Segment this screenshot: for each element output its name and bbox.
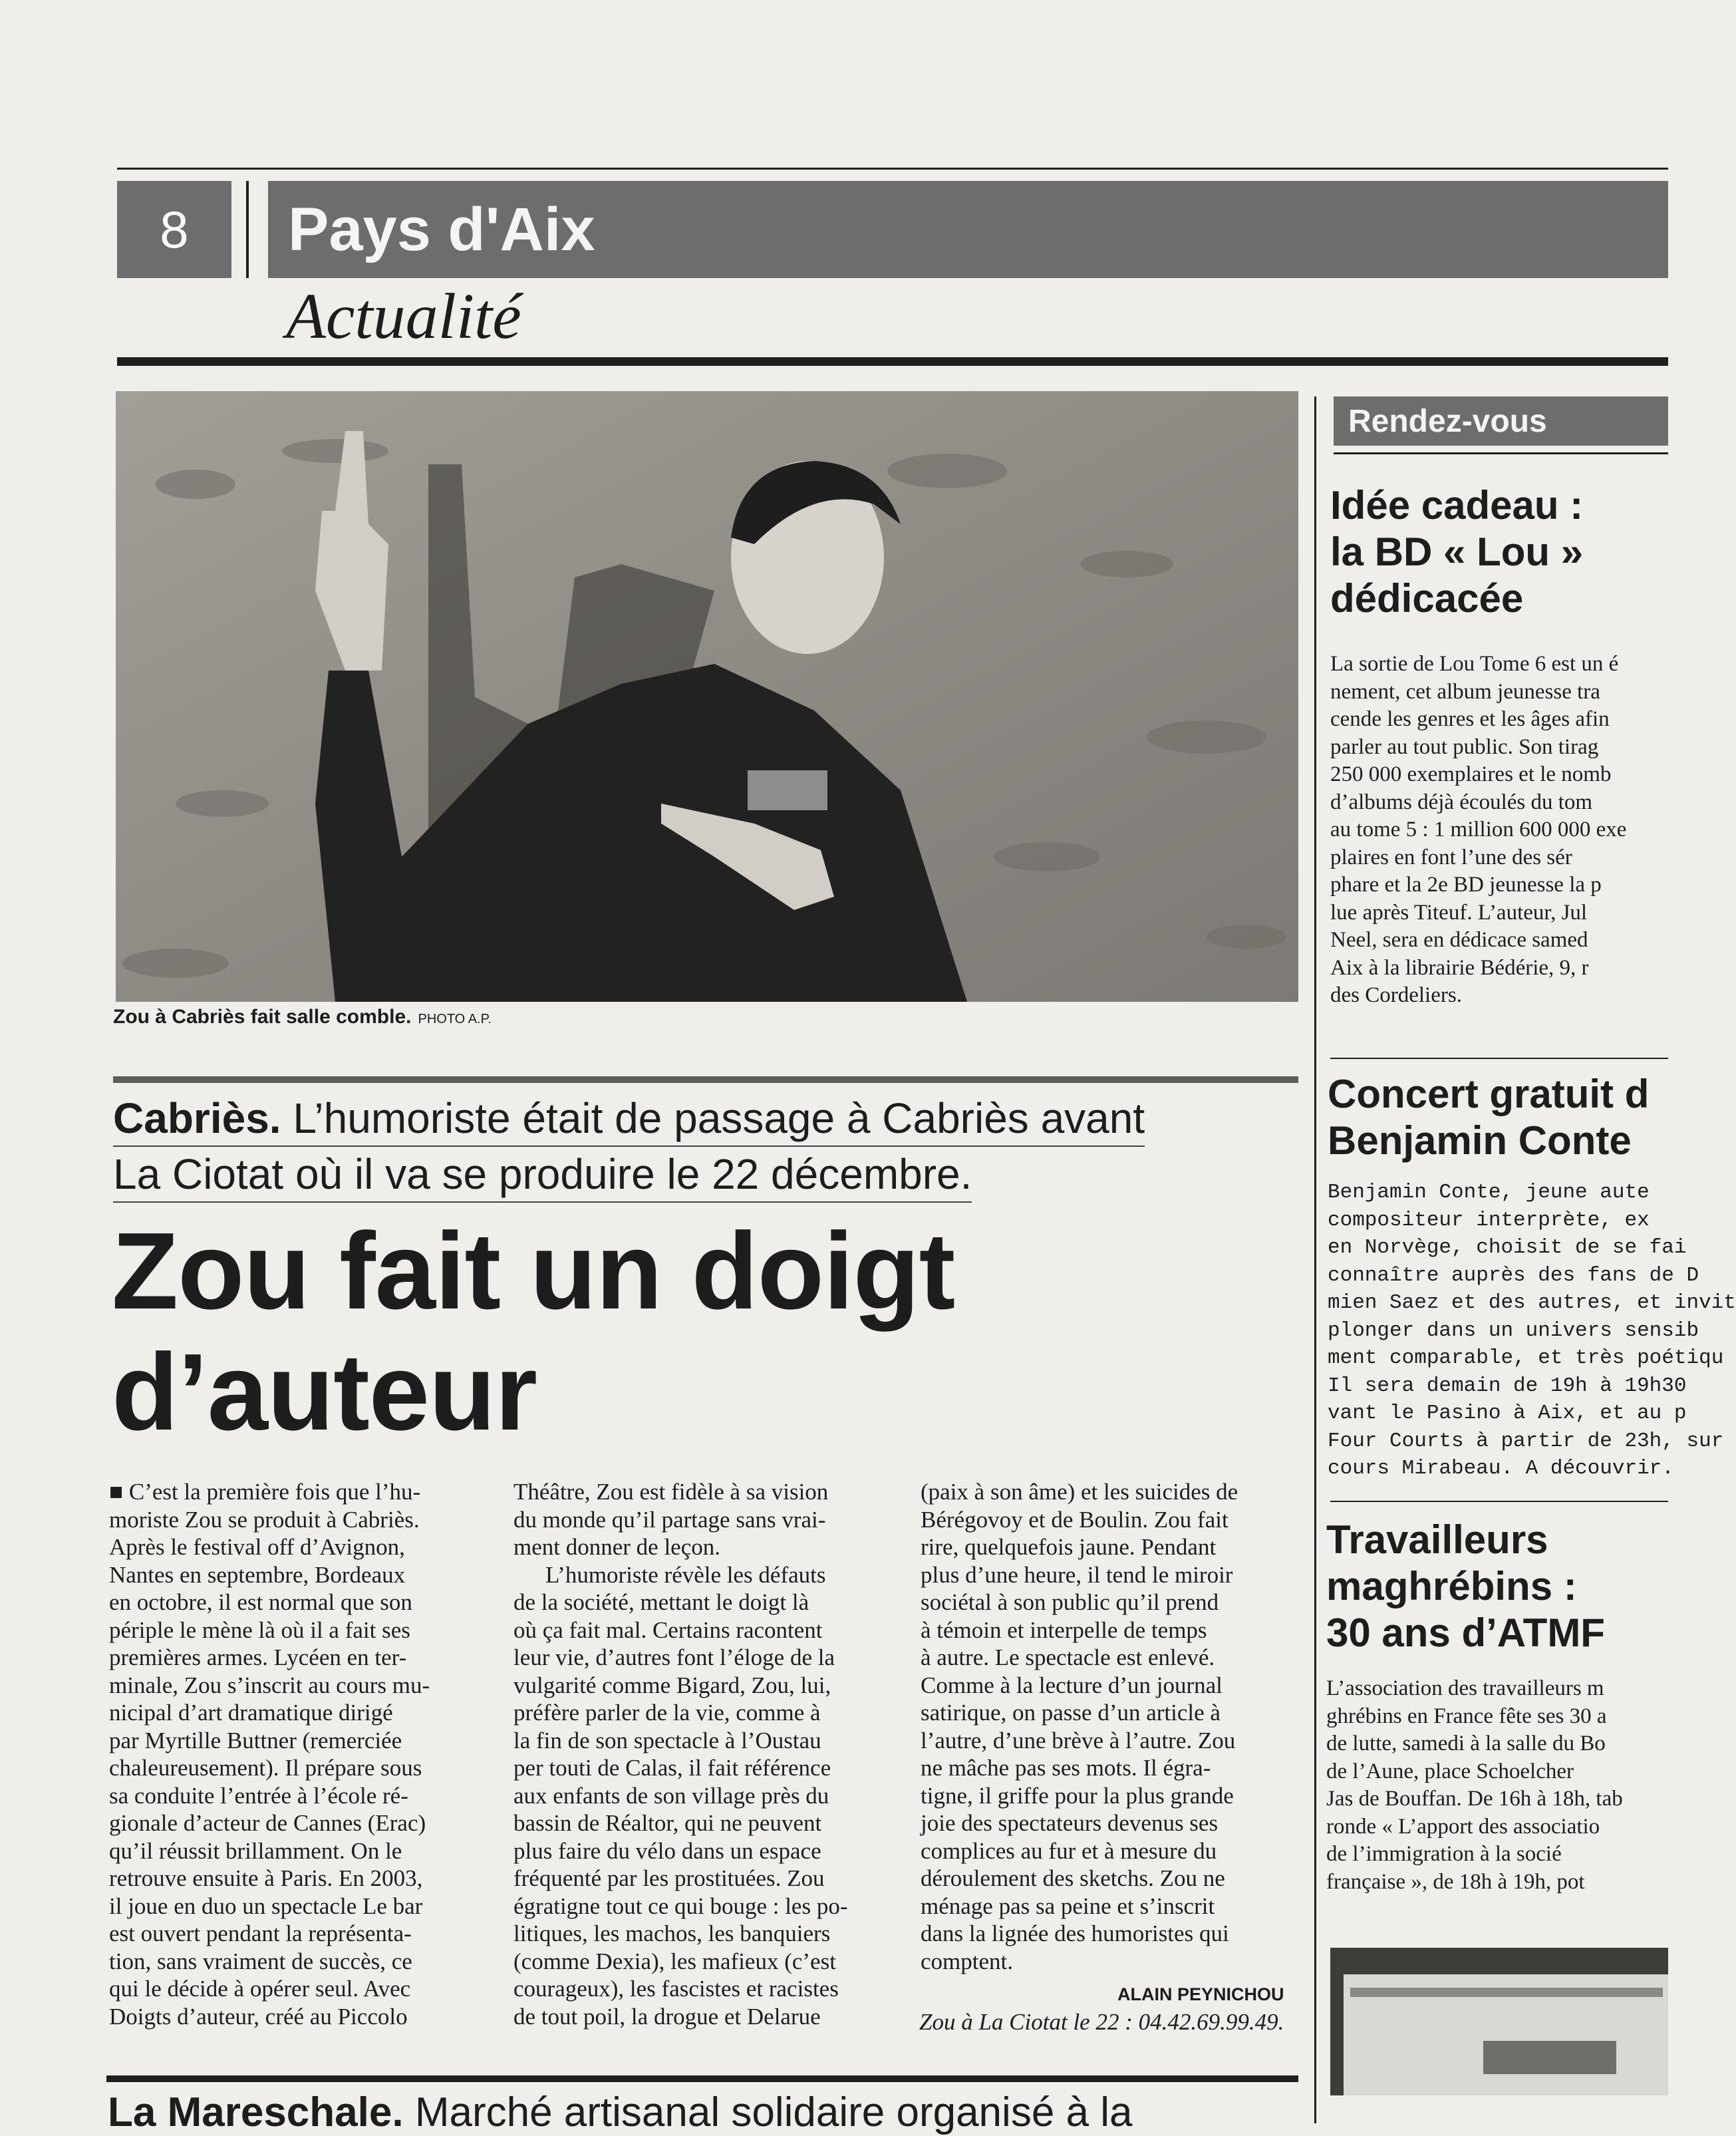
article-headline bbox=[112, 1211, 1296, 1453]
title-line: dédicacée bbox=[1330, 576, 1524, 621]
article-column-1 bbox=[109, 1478, 483, 2030]
article-line: litiques, les machos, les banquiers bbox=[513, 1920, 831, 1946]
article-line: nicipal d’art dramatique dirigé bbox=[109, 1700, 393, 1726]
title-line: maghrébins : bbox=[1326, 1564, 1577, 1608]
sidebar-item1-title bbox=[1330, 482, 1583, 622]
article-line: Théâtre, Zou est fidèle à sa vision bbox=[513, 1479, 829, 1505]
article-line: comptent. bbox=[921, 1948, 1013, 1974]
sidebar-line: d’albums déjà écoulés du tom bbox=[1330, 790, 1593, 814]
article-line: du monde qu’il partage sans vrai- bbox=[513, 1506, 826, 1533]
article-line: l’autre, d’une brève à l’autre. Zou bbox=[921, 1727, 1236, 1754]
sidebar-separator bbox=[1330, 1501, 1668, 1502]
article-line: égratigne tout ce qui bouge : les po- bbox=[513, 1893, 848, 1919]
title-line: Concert gratuit d bbox=[1328, 1072, 1650, 1116]
sidebar-line: de l’Aune, place Schoelcher bbox=[1326, 1759, 1574, 1783]
title-line: Idée cadeau : bbox=[1330, 483, 1584, 528]
article-line: Comme à la lecture d’un journal bbox=[921, 1672, 1223, 1698]
sidebar-line: des Cordeliers. bbox=[1330, 983, 1462, 1007]
sidebar-line: ronde « L’apport des associatio bbox=[1326, 1814, 1600, 1839]
article-line: retrouve ensuite à Paris. En 2003, bbox=[109, 1865, 423, 1891]
sidebar-line: de l’immigration à la socié bbox=[1326, 1842, 1562, 1866]
sidebar-line: vant le Pasino à Aix, et au p bbox=[1328, 1402, 1687, 1425]
sidebar-line: L’association des travailleurs m bbox=[1326, 1676, 1604, 1700]
article-line: L’humoriste révèle les défauts bbox=[545, 1561, 826, 1588]
sidebar-photo bbox=[1330, 1948, 1668, 2095]
sidebar-line: parler au tout public. Son tirag bbox=[1330, 734, 1599, 759]
sidebar-line: ment comparable, et très poétiqu bbox=[1328, 1346, 1724, 1370]
article-line: ne mâche pas ses mots. Il égra- bbox=[921, 1755, 1211, 1781]
article-line: gionale d’acteur de Cannes (Erac) bbox=[109, 1810, 426, 1836]
title-line: Travailleurs bbox=[1326, 1517, 1548, 1562]
article-line: bassin de Réaltor, qui ne peuvent bbox=[513, 1810, 822, 1836]
article-line: courageux), les fascistes et racistes bbox=[513, 1976, 839, 2002]
sidebar-item3-title bbox=[1326, 1517, 1605, 1656]
article-line: sa conduite l’entrée à l’école ré- bbox=[109, 1782, 408, 1809]
caption-text: Zou à Cabriès fait salle comble. bbox=[113, 1006, 412, 1028]
article-line: dans la lignée des humoristes qui bbox=[921, 1920, 1229, 1946]
article-line: leur vie, d’autres font l’éloge de la bbox=[513, 1644, 835, 1670]
sidebar-line: cende les genres et les âges afin bbox=[1330, 707, 1610, 731]
headline-line-2: d’auteur bbox=[112, 1331, 537, 1453]
article-line: aux enfants de son village près du bbox=[513, 1782, 829, 1809]
article-photo bbox=[116, 391, 1298, 1002]
photo-illustration bbox=[116, 391, 1298, 1002]
article-column-2 bbox=[513, 1478, 890, 2030]
sidebar-line: ghrébins en France fête ses 30 a bbox=[1326, 1704, 1607, 1728]
sidebar-line: connaître auprès des fans de D bbox=[1328, 1263, 1699, 1287]
sidebar-separator bbox=[1330, 1058, 1668, 1059]
article-line: Bérégovoy et de Boulin. Zou fait bbox=[921, 1506, 1229, 1533]
article-line: est ouvert pendant la représenta- bbox=[109, 1920, 412, 1946]
title-line: la BD « Lou » bbox=[1330, 530, 1584, 574]
next-article-kicker bbox=[108, 2089, 1133, 2136]
article-top-rule bbox=[113, 1076, 1298, 1083]
sidebar-line: Benjamin Conte, jeune aute bbox=[1328, 1181, 1650, 1204]
article-byline: ALAIN PEYNICHOU bbox=[1117, 1984, 1284, 2004]
page-number: 8 bbox=[117, 181, 231, 278]
article-line: ment donner de leçon. bbox=[513, 1534, 721, 1560]
article-line: qu’il réussit brillamment. On le bbox=[109, 1837, 402, 1864]
sidebar-line: au tome 5 : 1 million 600 000 exe bbox=[1330, 818, 1627, 841]
article-line: par Myrtille Buttner (remerciée bbox=[109, 1727, 402, 1754]
sidebar-line: La sortie de Lou Tome 6 est un é bbox=[1330, 652, 1619, 676]
article-line: minale, Zou s’inscrit au cours mu- bbox=[109, 1672, 430, 1698]
headline-line-1: Zou fait un doigt bbox=[112, 1210, 955, 1332]
kicker-place: Cabriès. bbox=[113, 1094, 281, 1142]
article-line: Nantes en septembre, Bordeaux bbox=[109, 1561, 406, 1588]
article-line: plus faire du vélo dans un espace bbox=[513, 1837, 821, 1864]
article-line: la fin de son spectacle à l’Oustau bbox=[513, 1727, 821, 1754]
article-line: ménage pas sa peine et s’inscrit bbox=[921, 1893, 1215, 1919]
article-line: rire, quelquefois jaune. Pendant bbox=[921, 1534, 1217, 1560]
article-line: fréquenté par les prostituées. Zou bbox=[513, 1865, 825, 1891]
article-line: vulgarité comme Bigard, Zou, lui, bbox=[513, 1672, 831, 1698]
photo-caption bbox=[113, 1006, 492, 1028]
header-divider bbox=[246, 181, 249, 278]
sidebar-item1-body bbox=[1330, 651, 1626, 1010]
top-rule bbox=[117, 168, 1668, 170]
article-line: préfère parler de la vie, comme à bbox=[513, 1700, 821, 1726]
sidebar-item3-body bbox=[1326, 1675, 1623, 1896]
sidebar-line: Four Courts à partir de 23h, sur bbox=[1328, 1429, 1724, 1453]
article-line: Doigts d’auteur, créé au Piccolo bbox=[109, 2003, 408, 2030]
article-line: (comme Dexia), les mafieux (c’est bbox=[513, 1948, 836, 1974]
section-title: Pays d'Aix bbox=[268, 181, 1668, 278]
article-line: à autre. Le spectacle est enlevé. bbox=[921, 1644, 1215, 1670]
next-kicker-text: Marché artisanal solidaire organisé à la bbox=[414, 2089, 1133, 2135]
sidebar-item2-title bbox=[1328, 1071, 1649, 1164]
article-line: de la société, mettant le doigt là bbox=[513, 1589, 809, 1615]
sidebar-line: phare et la 2e BD jeunesse la p bbox=[1330, 873, 1602, 897]
article-line: complices au fur et à mesure du bbox=[921, 1837, 1217, 1864]
article-line: premières armes. Lycéen en ter- bbox=[109, 1644, 407, 1670]
sidebar-line: en Norvège, choisit de se fai bbox=[1328, 1236, 1687, 1259]
article-line: plus d’une heure, il tend le miroir bbox=[921, 1561, 1233, 1588]
article-info: Zou à La Ciotat le 22 : 04.42.69.99.49. bbox=[919, 2009, 1284, 2035]
sidebar-line: Aix à la librairie Bédérie, 9, r bbox=[1330, 955, 1589, 980]
sidebar-line: plaires en font l’une des sér bbox=[1330, 845, 1572, 869]
article-line: tion, sans vraiment de succès, ce bbox=[109, 1948, 412, 1974]
article-line: (paix à son âme) et les suicides de bbox=[921, 1479, 1238, 1505]
article-line: en octobre, il est normal que son bbox=[109, 1589, 412, 1615]
article-line: joie des spectateurs devenus ses bbox=[921, 1810, 1219, 1836]
article-line: Après le festival off d’Avignon, bbox=[109, 1534, 405, 1560]
subsection-title: Actualité bbox=[286, 281, 521, 353]
next-kicker-place: La Mareschale. bbox=[108, 2089, 404, 2135]
sidebar-item2-body bbox=[1328, 1179, 1736, 1483]
sidebar-line: cours Mirabeau. A découvrir. bbox=[1328, 1457, 1674, 1480]
photo-credit: PHOTO A.P. bbox=[418, 1012, 492, 1026]
sidebar-photo-illustration bbox=[1330, 1948, 1668, 2095]
header-bottom-rule bbox=[117, 357, 1668, 366]
article-line: de tout poil, la drogue et Delarue bbox=[513, 2003, 821, 2030]
sidebar-line: Il sera demain de 19h à 19h30 bbox=[1328, 1374, 1687, 1398]
kicker-line-2: La Ciotat où il va se produire le 22 décembre. bbox=[113, 1147, 972, 1203]
kicker-line1-text: L’humoriste était de passage à Cabriès avant bbox=[293, 1094, 1145, 1142]
article-line: à témoin et interpelle de temps bbox=[921, 1616, 1207, 1643]
kicker-line-1 bbox=[113, 1091, 1145, 1147]
sidebar-divider bbox=[1314, 396, 1316, 2123]
article-kicker bbox=[113, 1091, 1177, 1203]
article-line: tigne, il griffe pour la plus grande bbox=[921, 1782, 1234, 1809]
sidebar-line: mien Saez et des autres, et invit bbox=[1328, 1291, 1736, 1314]
sidebar-line: lue après Titeuf. L’auteur, Jul bbox=[1330, 900, 1588, 925]
sidebar-line: 250 000 exemplaires et le nomb bbox=[1330, 762, 1612, 786]
article-line: satirique, on passe d’un article à bbox=[921, 1700, 1221, 1726]
article-line: sociétal à son public qu’il prend bbox=[921, 1589, 1219, 1615]
title-line: Benjamin Conte bbox=[1328, 1118, 1632, 1163]
article-line: per touti de Calas, il fait référence bbox=[513, 1755, 831, 1781]
article-line: qui le décide à opérer seul. Avec bbox=[109, 1976, 411, 2002]
sidebar-line: nement, cet album jeunesse tra bbox=[1330, 679, 1600, 704]
article-line: il joue en duo un spectacle Le bar bbox=[109, 1893, 423, 1919]
article-line: déroulement des sketchs. Zou ne bbox=[921, 1865, 1225, 1891]
article-column-3 bbox=[921, 1478, 1294, 1975]
sidebar-line: Jas de Bouffan. De 16h à 18h, tab bbox=[1326, 1787, 1623, 1811]
article-line: ■ C’est la première fois que l’hu- bbox=[109, 1479, 421, 1505]
sidebar-header: Rendez-vous bbox=[1334, 396, 1668, 446]
sidebar-line: française », de 18h à 19h, pot bbox=[1326, 1869, 1585, 1894]
title-line: 30 ans d’ATMF bbox=[1326, 1610, 1605, 1655]
article-line: chaleureusement). Il prépare sous bbox=[109, 1755, 422, 1781]
article-line: moriste Zou se produit à Cabriès. bbox=[109, 1506, 420, 1533]
sidebar-line: plonger dans un univers sensib bbox=[1328, 1318, 1699, 1342]
sidebar-header-rule bbox=[1334, 452, 1668, 454]
sidebar-line: Neel, sera en dédicace samed bbox=[1330, 928, 1588, 952]
article-line: où ça fait mal. Certains racontent bbox=[513, 1616, 823, 1643]
sidebar-line: compositeur interprète, ex bbox=[1328, 1208, 1650, 1232]
article-line: périple le mène là où il a fait ses bbox=[109, 1616, 410, 1643]
bottom-rule bbox=[106, 2075, 1298, 2082]
sidebar-line: de lutte, samedi à la salle du Bo bbox=[1326, 1732, 1606, 1755]
